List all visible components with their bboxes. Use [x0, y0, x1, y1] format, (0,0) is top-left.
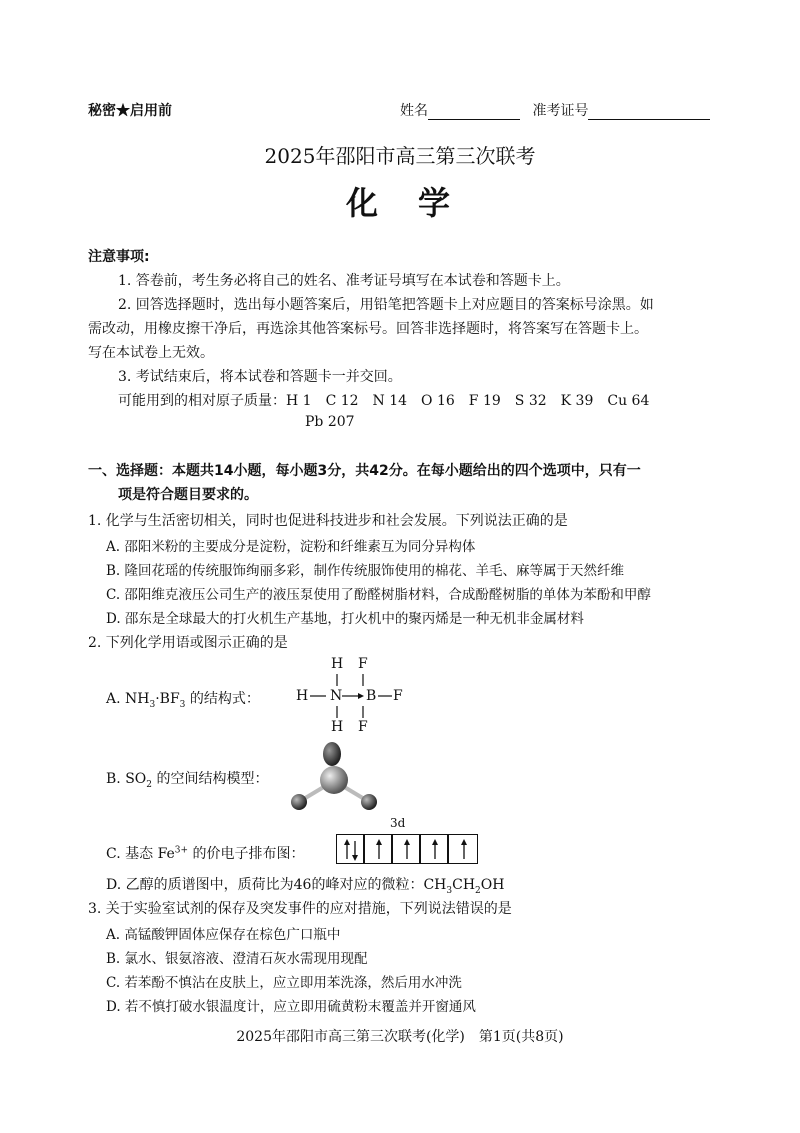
- q2-option-b: [106, 768, 268, 790]
- name-label: 姓名: [400, 103, 428, 119]
- q3-option-c: C. 若苯酚不慎沾在皮肤上，应立即用苯洗涤，然后用水冲洗: [106, 975, 462, 991]
- note-1: 1. 答卷前，考生务必将自己的姓名、准考证号填写在本试卷和答题卡上。: [118, 273, 570, 289]
- q2-option-c: [106, 843, 305, 863]
- spin-up-icon: [449, 835, 479, 865]
- q2a-sub2: 3: [179, 699, 186, 710]
- id-field[interactable]: [588, 105, 710, 120]
- section-heading: 一、选择题：本题共14小题，每小题3分，共42分。在每小题给出的四个选项中，只有一: [88, 463, 641, 479]
- q2a-suffix: 的结构式：: [185, 691, 260, 707]
- q1-option-d: D. 邵东是全球最大的打火机生产基地，打火机中的聚丙烯是一种无机非金属材料: [106, 611, 584, 627]
- atom-f-top: F: [358, 656, 368, 672]
- q3-stem: 3. 关于实验室试剂的保存及突发事件的应对措施，下列说法错误的是: [88, 901, 512, 917]
- name-field[interactable]: [428, 105, 520, 120]
- spin-up-icon: [365, 835, 393, 865]
- note-3: 3. 考试结束后，将本试卷和答题卡一并交回。: [118, 369, 402, 385]
- q3-option-b: B. 氯水、银氨溶液、澄清石灰水需现用现配: [106, 951, 368, 967]
- orbital-box-1: [336, 834, 364, 864]
- subject-title: 化 学: [345, 184, 454, 222]
- q2b-sub: 2: [146, 779, 152, 790]
- atomic-masses: 可能用到的相对原子质量：H 1 C 12 N 14 O 16 F 19 S 32 K 39 Cu 64: [118, 393, 650, 409]
- page-footer: 2025年邵阳市高三第三次联考(化学) 第1页(共8页): [236, 1029, 564, 1045]
- q2b-suffix: 的空间结构模型：: [152, 771, 269, 787]
- q2-option-d: [106, 874, 504, 896]
- note-2-line1: 2. 回答选择题时，选出每小题答案后，用铅笔把答题卡上对应题目的答案标号涂黑。如: [118, 297, 654, 313]
- exam-title: 2025年邵阳市高三第三次联考: [264, 144, 536, 168]
- atom-f-right: F: [393, 688, 403, 704]
- note-2-line2: 需改动，用橡皮擦干净后，再选涂其他答案标号。回答非选择题时，将答案写在答题卡上。: [88, 321, 648, 337]
- q3-option-d: D. 若不慎打破水银温度计，应立即用硫黄粉末覆盖并开窗通风: [106, 999, 476, 1015]
- orbital-diagram: [336, 834, 478, 864]
- spin-up-down-icon: [337, 835, 365, 865]
- atom-n: N: [330, 688, 343, 704]
- note-2-line3: 写在本试卷上无效。: [88, 345, 214, 361]
- atom-h-left: H: [296, 688, 309, 704]
- atomic-masses-cont: Pb 207: [305, 414, 355, 430]
- orbital-box-4: [420, 834, 448, 864]
- q1-option-a: A. 邵阳米粉的主要成分是淀粉，淀粉和纤维素互为同分异构体: [106, 539, 476, 555]
- atom-f-bottom: F: [358, 719, 368, 735]
- q2d-sub1: 3: [446, 885, 453, 896]
- q1-option-c: C. 邵阳维克液压公司生产的液压泵使用了酚醛树脂材料，合成酚醛树脂的单体为苯酚和甲醇: [106, 587, 651, 603]
- q2c-sup: 3+: [174, 845, 189, 856]
- q1-stem: 1. 化学与生活密切相关，同时也促进科技进步和社会发展。下列说法正确的是: [88, 513, 568, 529]
- atom-h-bottom: H: [331, 719, 344, 735]
- q2a-prefix: A. NH: [106, 691, 150, 707]
- q2-stem: 2. 下列化学用语或图示正确的是: [88, 635, 288, 651]
- q2a-mid: ·BF: [155, 691, 180, 707]
- structure-bonds: [296, 656, 406, 736]
- orbital-box-2: [364, 834, 392, 864]
- so2-model: [284, 738, 384, 816]
- spin-up-icon: [421, 835, 449, 865]
- orbital-box-3: [392, 834, 420, 864]
- q2b-prefix: B. SO: [106, 771, 147, 787]
- notes-heading: 注意事项:: [88, 249, 150, 265]
- q2c-prefix: C. 基态 Fe: [106, 846, 175, 862]
- candidate-info: [400, 100, 710, 120]
- q2a-sub1: 3: [149, 699, 156, 710]
- atom-b: B: [366, 688, 377, 704]
- q3-option-a: A. 高锰酸钾固体应保存在棕色广口瓶中: [106, 927, 341, 943]
- q2c-suffix: 的价电子排布图：: [188, 846, 305, 862]
- id-label: 准考证号: [532, 103, 589, 119]
- orbital-box-5: [448, 834, 478, 864]
- q1-option-b: B. 隆回花瑶的传统服饰绚丽多彩，制作传统服饰使用的棉花、羊毛、麻等属于天然纤维: [106, 563, 625, 579]
- orbital-label: 3d: [390, 816, 406, 830]
- q2d-prefix: D. 乙醇的质谱图中，质荷比为46的峰对应的微粒：CH: [106, 877, 447, 893]
- q2-option-a: [106, 688, 260, 710]
- q2d-mid: CH: [452, 877, 476, 893]
- q2d-sub2: 2: [475, 885, 481, 896]
- section-heading-cont: 项是符合题目要求的。: [118, 487, 258, 503]
- atom-h-top: H: [331, 656, 344, 672]
- q2d-suffix: OH: [480, 877, 505, 893]
- nh3-bf3-structure: [296, 656, 406, 736]
- spin-up-icon: [393, 835, 421, 865]
- secret-mark: 秘密★启用前: [88, 103, 172, 119]
